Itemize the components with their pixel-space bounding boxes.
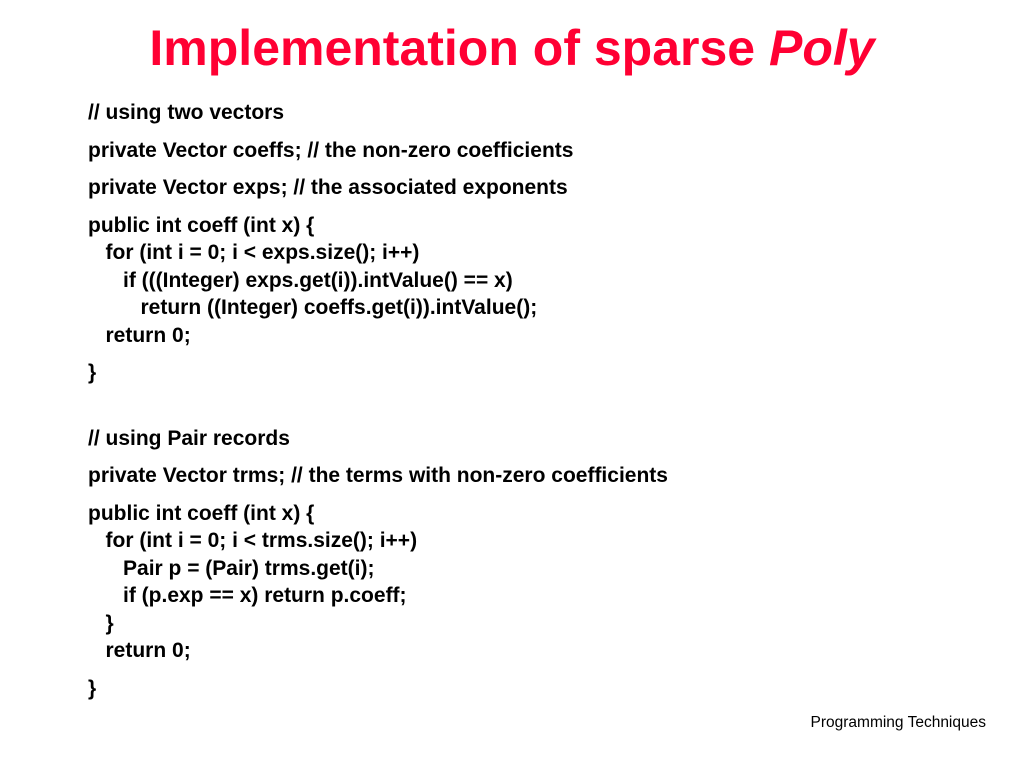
code-line: private Vector coeffs; // the non-zero coefficients xyxy=(88,138,574,162)
slide-footer: Programming Techniques xyxy=(810,714,986,731)
code-paragraph xyxy=(88,675,668,703)
code-line: for (int i = 0; i < trms.size(); i++) xyxy=(88,529,418,552)
code-line: } xyxy=(88,361,97,384)
code-line: if (((Integer) exps.get(i)).intValue() == x) xyxy=(88,268,513,292)
code-line: if (p.exp == x) return p.coeff; xyxy=(88,584,407,607)
code-paragraph xyxy=(88,462,668,490)
code-line: } xyxy=(88,676,97,700)
code-line: private Vector exps; // the associated exponents xyxy=(88,176,568,199)
slide-title-emphasis: Poly xyxy=(769,20,875,76)
code-line: public int coeff (int x) { xyxy=(88,501,315,525)
code-paragraph xyxy=(88,212,668,350)
code-paragraph xyxy=(88,137,668,165)
code-comment-line: // using two vectors xyxy=(88,101,285,124)
code-comment-line: // using Pair records xyxy=(88,426,290,450)
slide-title xyxy=(0,18,1024,78)
code-paragraph xyxy=(88,174,668,202)
code-line: return 0; xyxy=(88,323,191,347)
code-paragraph xyxy=(88,359,668,387)
code-line: private Vector trms; // the terms with non-zero coefficients xyxy=(88,464,668,487)
code-paragraph xyxy=(88,500,668,665)
slide-title-main: Implementation of sparse xyxy=(149,20,769,76)
code-line: } xyxy=(88,611,114,635)
code-line: public int coeff (int x) { xyxy=(88,213,315,237)
code-block xyxy=(88,99,668,712)
code-line: return ((Integer) coeffs.get(i)).intValue(); xyxy=(88,296,538,319)
code-paragraph xyxy=(88,99,668,127)
code-line: Pair p = (Pair) trms.get(i); xyxy=(88,556,375,580)
code-line: return 0; xyxy=(88,639,191,662)
code-paragraph xyxy=(88,425,668,453)
code-line: for (int i = 0; i < exps.size(); i++) xyxy=(88,241,420,264)
